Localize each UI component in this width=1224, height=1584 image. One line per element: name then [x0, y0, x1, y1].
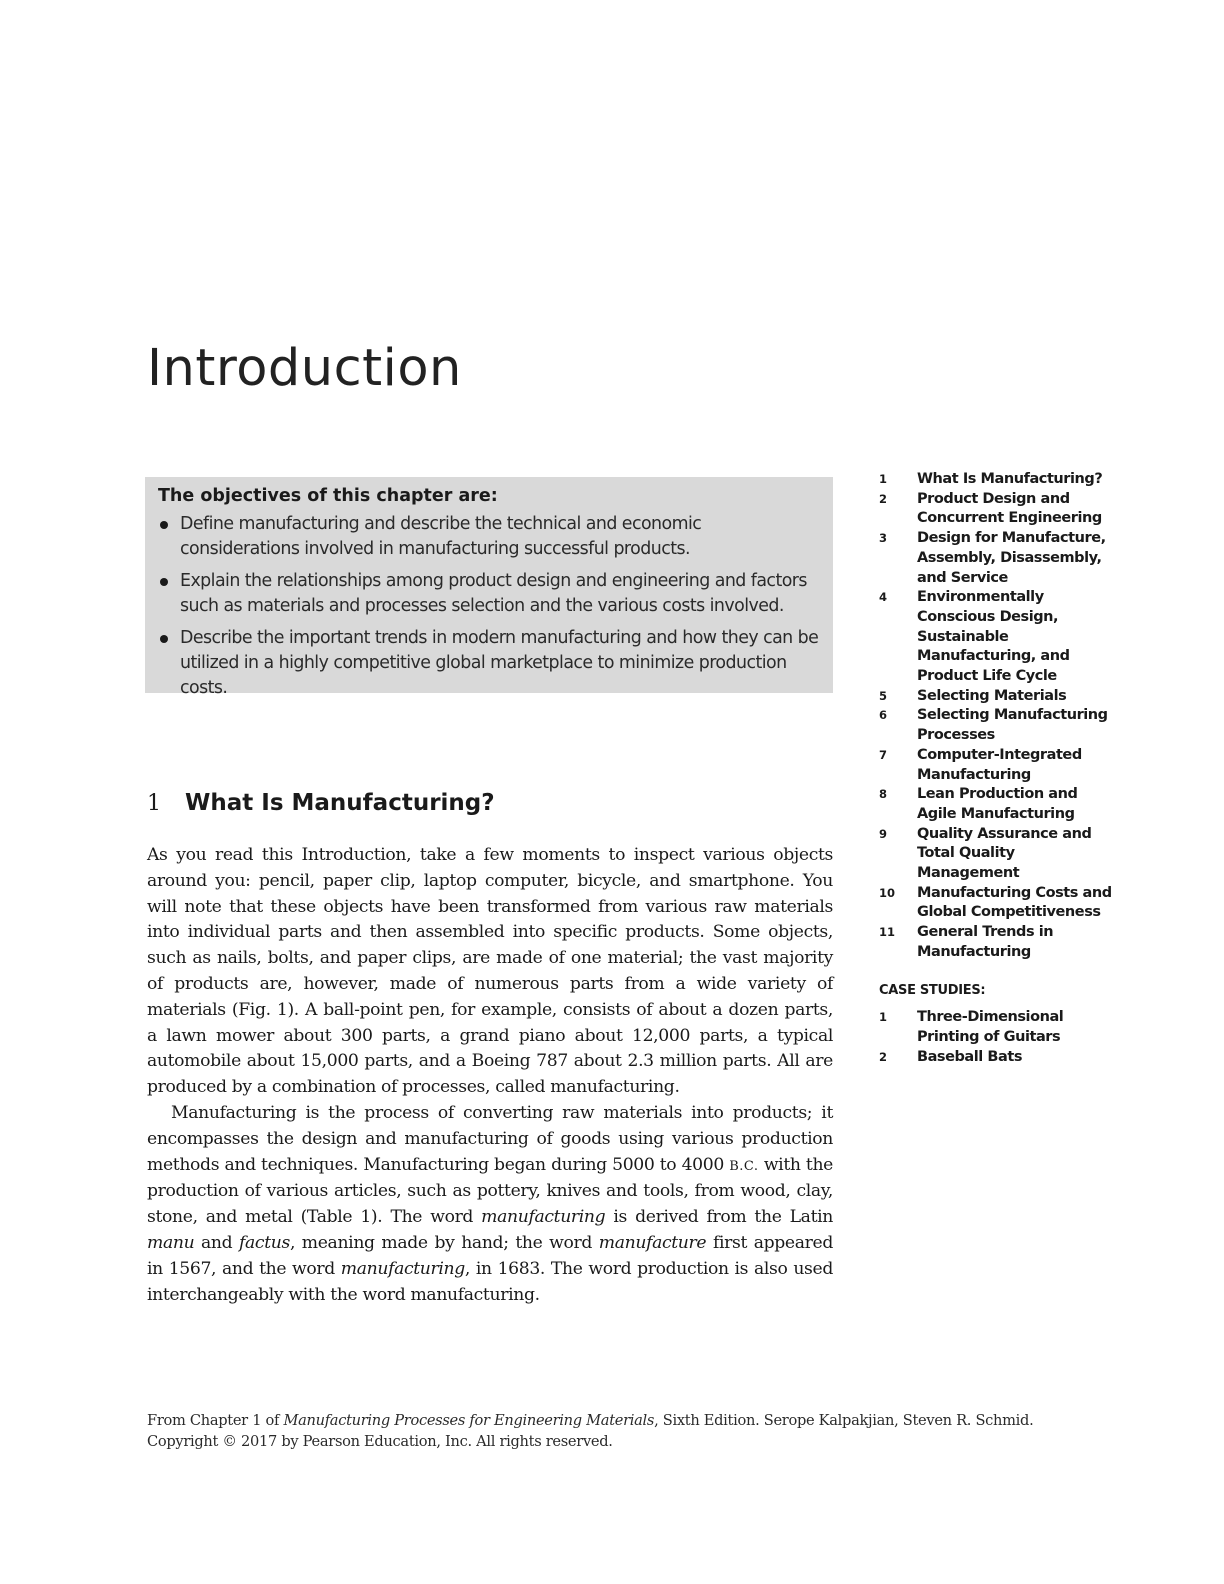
chapter-title: Introduction: [147, 339, 462, 398]
case-study-title: Baseball Bats: [917, 1048, 1023, 1065]
toc-title: Lean Production and Agile Manufacturing: [917, 786, 1078, 822]
text-run: From Chapter 1 of: [147, 1412, 284, 1429]
objective-text: Describe the important trends in modern manufacturing and how they can be utilized in a highly competitive global marketplace to minimize production costs.: [180, 628, 819, 698]
italic-term: manu: [147, 1232, 195, 1253]
toc-item: [879, 490, 1119, 529]
toc-title: Environmentally Conscious Design, Sustainable Manufacturing, and Product Life Cycle: [917, 589, 1070, 685]
toc-number: 5: [879, 688, 888, 703]
italic-term: manufacture: [598, 1232, 707, 1253]
toc-item: [879, 529, 1119, 588]
toc-number: 9: [879, 826, 888, 841]
copyright-line: Copyright © 2017 by Pearson Education, Inc. All rights reserved.: [147, 1432, 613, 1450]
toc-item: [879, 785, 1119, 824]
bullet-icon: [160, 578, 168, 586]
text-run: is derived from the Latin: [605, 1207, 833, 1228]
book-title: Manufacturing Processes for Engineering Materials: [283, 1412, 655, 1429]
paragraph-2: [147, 1101, 833, 1308]
toc-title: Computer-Integrated Manufacturing: [917, 746, 1082, 783]
toc-title: What Is Manufacturing?: [917, 471, 1103, 487]
toc-number: 3: [879, 531, 888, 546]
case-study-item: [879, 1008, 1119, 1047]
case-study-number: 1: [879, 1010, 888, 1025]
objective-item: [158, 569, 821, 619]
text-run: first appeared in 1567, and the word: [147, 1232, 833, 1279]
objectives-box: [145, 477, 833, 698]
objective-item: [158, 626, 821, 701]
bullet-icon: [160, 635, 168, 643]
case-study-title: Three-Dimensional Printing of Guitars: [917, 1009, 1064, 1045]
toc-item: [879, 746, 1119, 785]
toc-title: General Trends in Manufacturing: [917, 924, 1054, 960]
case-studies-heading: CASE STUDIES:: [879, 982, 986, 998]
text-run: with the production of various articles, such as pottery, knives and tools, from wood, clay, stone, and metal (Table 1). The word: [147, 1154, 833, 1228]
objectives-heading: The objectives of this chapter are:: [158, 486, 498, 506]
toc-number: 11: [879, 925, 896, 940]
toc-title: Design for Manufacture, Assembly, Disassembly, and Service: [917, 530, 1106, 586]
source-line: [147, 1411, 1127, 1432]
toc-number: 8: [879, 787, 888, 802]
objective-text: Explain the relationships among product design and engineering and factors such as materials and processes selection and the various costs involved.: [180, 571, 807, 616]
italic-term: factus: [239, 1232, 290, 1253]
toc-number: 10: [879, 885, 896, 900]
bullet-icon: [160, 521, 168, 529]
text-run: , in 1683. The word production is also used interchangeably with the word manufacturing.: [147, 1258, 833, 1305]
text-run: and: [194, 1232, 240, 1253]
toc-item: [879, 687, 1119, 707]
toc-title: Selecting Manufacturing Processes: [917, 707, 1108, 744]
bc-abbrev: B.C.: [729, 1158, 759, 1174]
objective-item: [158, 512, 821, 562]
toc-item: [879, 470, 1119, 490]
toc-number: 6: [879, 708, 888, 723]
toc-number: 1: [879, 472, 888, 486]
toc-number: 2: [879, 491, 888, 506]
body-text: [147, 843, 833, 1308]
chapter-contents: [879, 470, 1119, 1067]
section-number: 1: [147, 791, 161, 816]
italic-term: manufacturing: [340, 1258, 465, 1279]
toc-title: Manufacturing Costs and Global Competitiveness: [917, 884, 1112, 921]
source-footer: [147, 1411, 1127, 1452]
toc-title: Selecting Materials: [917, 687, 1067, 704]
case-study-number: 2: [879, 1049, 888, 1064]
case-study-item: [879, 1048, 1119, 1068]
text-run: , meaning made by hand; the word: [289, 1232, 599, 1253]
toc-item: [879, 706, 1119, 745]
text-run: , Sixth Edition. Serope Kalpakjian, Steven R. Schmid.: [654, 1412, 1034, 1429]
toc-title: Product Design and Concurrent Engineering: [917, 490, 1102, 527]
toc-number: 4: [879, 590, 888, 605]
toc-item: [879, 588, 1119, 687]
italic-term: manufacturing: [481, 1207, 606, 1228]
paragraph-1: As you read this Introduction, take a few moments to inspect various objects around you: pencil, paper clip, laptop computer, bicycle, and smartphone. You will note that these objects have been transformed from various raw materials into individual parts and then assembled into specific products. Some objects, such as nails, bolts, and paper clips, are made of one material; the vast majority of products are, however, made of numerous parts from a wide variety of materials (Fig. 1). A ball-point pen, for example, consists of about a dozen parts, a lawn mower about 300 parts, a grand piano about 12,000 parts, a typical automobile about 15,000 parts, and a Boeing 787 about 2.3 million parts. All are produced by a combination of processes, called manufacturing.: [147, 845, 833, 1098]
toc-number: 7: [879, 747, 888, 762]
toc-item: [879, 923, 1119, 962]
toc-title: Quality Assurance and Total Quality Management: [917, 825, 1092, 882]
toc-item: [879, 884, 1119, 923]
section-heading: [147, 786, 495, 821]
section-title: What Is Manufacturing?: [185, 790, 495, 816]
text-run: Manufacturing is the process of converting raw materials into products; it encompasses the design and manufacturing of goods using various production methods and techniques. Manufacturing began during 5000 to 4000: [147, 1102, 833, 1175]
toc-item: [879, 825, 1119, 884]
objective-text: Define manufacturing and describe the technical and economic considerations involved in manufacturing successful products.: [180, 514, 702, 559]
objectives-list: [158, 512, 821, 701]
